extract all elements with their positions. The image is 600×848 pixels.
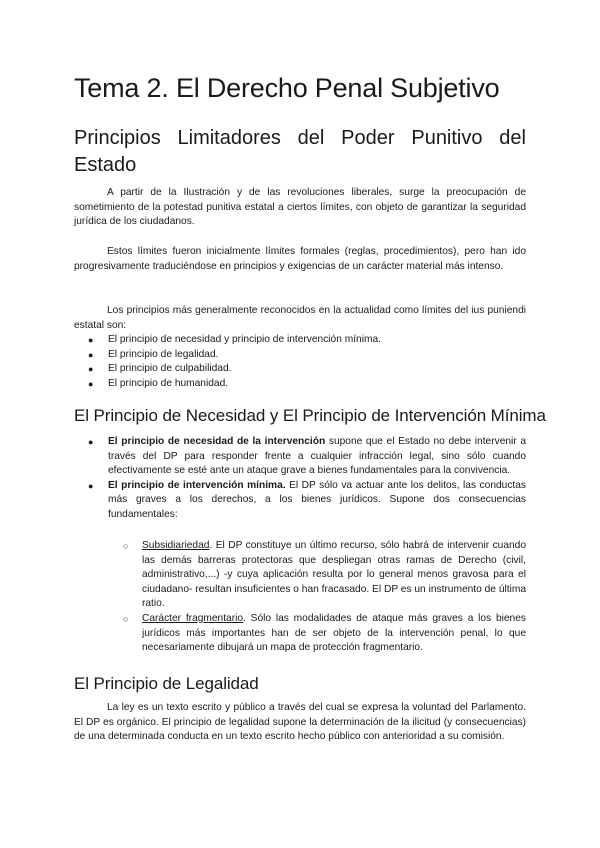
list-item: ○ Carácter fragmentario. Sólo las modalidades de ataque más graves a los bienes jurídicos más importantes han de ser objeto de la intervención penal, lo que necesariamente dibujará un mapa de protección fragmentario. bbox=[123, 612, 526, 654]
paragraph-principios-reconocidos: Los principios más generalmente reconocidos en la actualidad como límites del ius puniendi estatal son: bbox=[74, 305, 526, 331]
section-heading-principios-limitadores: Principios Limitadores del Poder Punitivo del Estado bbox=[74, 127, 526, 176]
circle-bullet-icon: ○ bbox=[123, 541, 129, 551]
caracter-fragmentario-label: Carácter fragmentario bbox=[142, 612, 244, 624]
list-item: ● El principio de necesidad y principio de intervención mínima. bbox=[108, 333, 526, 348]
bullet-icon: ● bbox=[88, 378, 94, 389]
paragraph-legalidad: La ley es un texto escrito y público a través del cual se expresa la voluntad del Parlamento. El DP es orgánico. El principio de legalidad supone la determinación de la ilicitud (y consecuencias) de una determinada conducta en un texto escrito hecho público con anterioridad a su comisión. bbox=[74, 702, 526, 743]
list-item: ● El principio de intervención mínima. El DP sólo va actuar ante los delitos, las conductas más graves a los derechos, a los bienes jurídicos. Supone dos consecuencias fundamentales: bbox=[88, 479, 527, 520]
paragraph-limites-formales: Estos límites fueron inicialmente límites formales (reglas, procedimientos), pero han ido progresivamente traduciéndose en principios y exigencias de un carácter material más intenso. bbox=[74, 246, 526, 272]
item-bold-label: El principio de intervención mínima. bbox=[108, 479, 286, 491]
section-heading-necesidad: El Principio de Necesidad y El Principio de Intervención Mínima bbox=[74, 406, 546, 425]
bullet-icon: ● bbox=[88, 335, 94, 345]
list-item: ● El principio de legalidad. bbox=[108, 348, 526, 363]
principles-list bbox=[88, 333, 526, 391]
subsidiariedad-label: Subsidiariedad bbox=[142, 540, 210, 551]
list-item: ● El principio de culpabilidad. bbox=[108, 362, 526, 377]
list-item: ● El principio de necesidad de la intervención supone que el Estado no debe intervenir a través del DP para responder frente a cualquier infracción legal, sino sólo cuando efectivamente se esté ante un ataque grave a bienes fundamentales para la convivencia. bbox=[88, 436, 526, 477]
circle-bullet-icon: ○ bbox=[123, 613, 129, 624]
list-item: ● El principio de humanidad. bbox=[108, 377, 526, 392]
necesidad-list bbox=[88, 435, 527, 523]
paragraph-ilustracion: A partir de la Ilustración y de las revoluciones liberales, surge la preocupación de sometimiento de la potestad punitiva estatal a ciertos límites, con objeto de garantizar la seguridad jurídica de los ciudadanos. bbox=[74, 187, 526, 228]
section-heading-legalidad: El Principio de Legalidad bbox=[74, 674, 259, 693]
bullet-icon: ● bbox=[88, 437, 94, 447]
document-title: Tema 2. El Derecho Penal Subjetivo bbox=[74, 73, 500, 103]
bullet-icon: ● bbox=[88, 349, 94, 360]
item-bold-label: El principio de necesidad de la intervención bbox=[108, 436, 326, 447]
bullet-icon: ● bbox=[88, 480, 94, 491]
bullet-icon: ● bbox=[88, 364, 94, 375]
consecuencias-list bbox=[123, 539, 526, 656]
list-item: ○ Subsidiariedad. El DP constituye un último recurso, sólo habrá de intervenir cuando las demás barreras protectoras que despliegan otras ramas de Derecho (civil, administrativo,...) -y cuya aplicación resulta por lo general menos gravosa para el ciudadano- resultan insuficientes o han fracasado. El DP es un instrumento de última ratio. bbox=[123, 540, 526, 610]
